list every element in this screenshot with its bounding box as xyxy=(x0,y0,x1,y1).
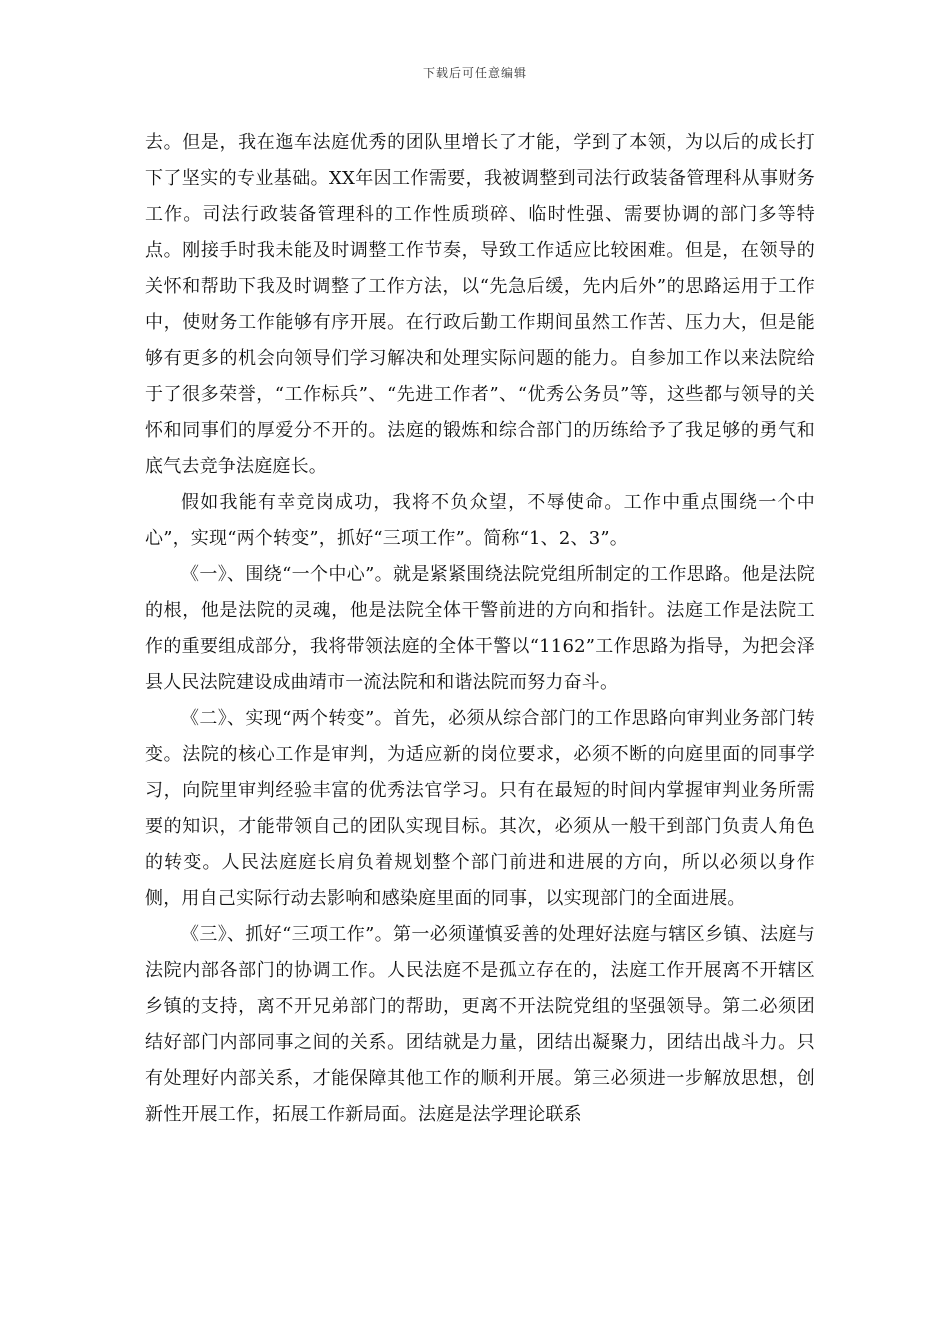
paragraph-continuation: 去。但是，我在迤车法庭优秀的团队里增长了才能，学到了本领，为以后的成长打下了坚实的专业基础。XX年因工作需要，我被调整到司法行政装备管理科从事财务工作。司法行政装备管理科的工作性质琐碎、临时性强、需要协调的部门多等特点。刚接手时我未能及时调整工作节奏，导致工作适应比较困难。但是，在领导的关怀和帮助下我及时调整了工作方法，以“先急后缓，先内后外”的思路运用于工作中，使财务工作能够有序开展。在行政后勤工作期间虽然工作苦、压力大，但是能够有更多的机会向领导们学习解决和处理实际问题的能力。自参加工作以来法院给于了很多荣誉，“工作标兵”、“先进工作者”、“优秀公务员”等，这些都与领导的关怀和同事们的厚爱分不开的。法庭的锻炼和综合部门的历练给予了我足够的勇气和底气去竞争法庭庭长。 xyxy=(145,132,815,477)
header-note: 下载后可任意编辑 xyxy=(422,66,527,80)
paragraph-three-tasks: 《三》、抓好“三项工作”。第一必须谨慎妥善的处理好法庭与辖区乡镇、法庭与法院内部各部门的协调工作。人民法庭不是孤立存在的，法庭工作开展离不开辖区乡镇的支持，离不开兄弟部门的帮助，更离不开法院党组的坚强领导。第二必须团结好部门内部同事之间的关系。团结就是力量，团结出凝聚力，团结出战斗力。只有处理好内部关系，才能保障其他工作的顺利开展。第三必须进一步解放思想，创新性开展工作，拓展工作新局面。法庭是法学理论联系 xyxy=(145,924,815,1125)
document-body xyxy=(145,125,815,1133)
paragraph-two-transformations: 《二》、实现“两个转变”。首先，必须从综合部门的工作思路向审判业务部门转变。法院的核心工作是审判，为适应新的岗位要求，必须不断的向庭里面的同事学习，向院里审判经验丰富的优秀法官学习。只有在最短的时间内掌握审判业务所需要的知识，才能带领自己的团队实现目标。其次，必须从一般干到部门负责人角色的转变。人民法庭庭长肩负着规划整个部门前进和进展的方向，所以必须以身作侧，用自己实际行动去影响和感染庭里面的同事，以实现部门的全面进展。 xyxy=(145,708,815,909)
paragraph-pledge: 假如我能有幸竞岗成功，我将不负众望，不辱使命。工作中重点围绕一个中心”，实现“两个转变”，抓好“三项工作”。简称“1、2、3”。 xyxy=(145,492,815,549)
paragraph-one-center: 《一》、围绕“一个中心”。就是紧紧围绕法院党组所制定的工作思路。他是法院的根，他是法院的灵魂，他是法院全体干警前进的方向和指针。法庭工作是法院工作的重要组成部分，我将带领法庭的全体干警以“1162”工作思路为指导，为把会泽县人民法院建设成曲靖市一流法院和和谐法院而努力奋斗。 xyxy=(145,564,815,693)
